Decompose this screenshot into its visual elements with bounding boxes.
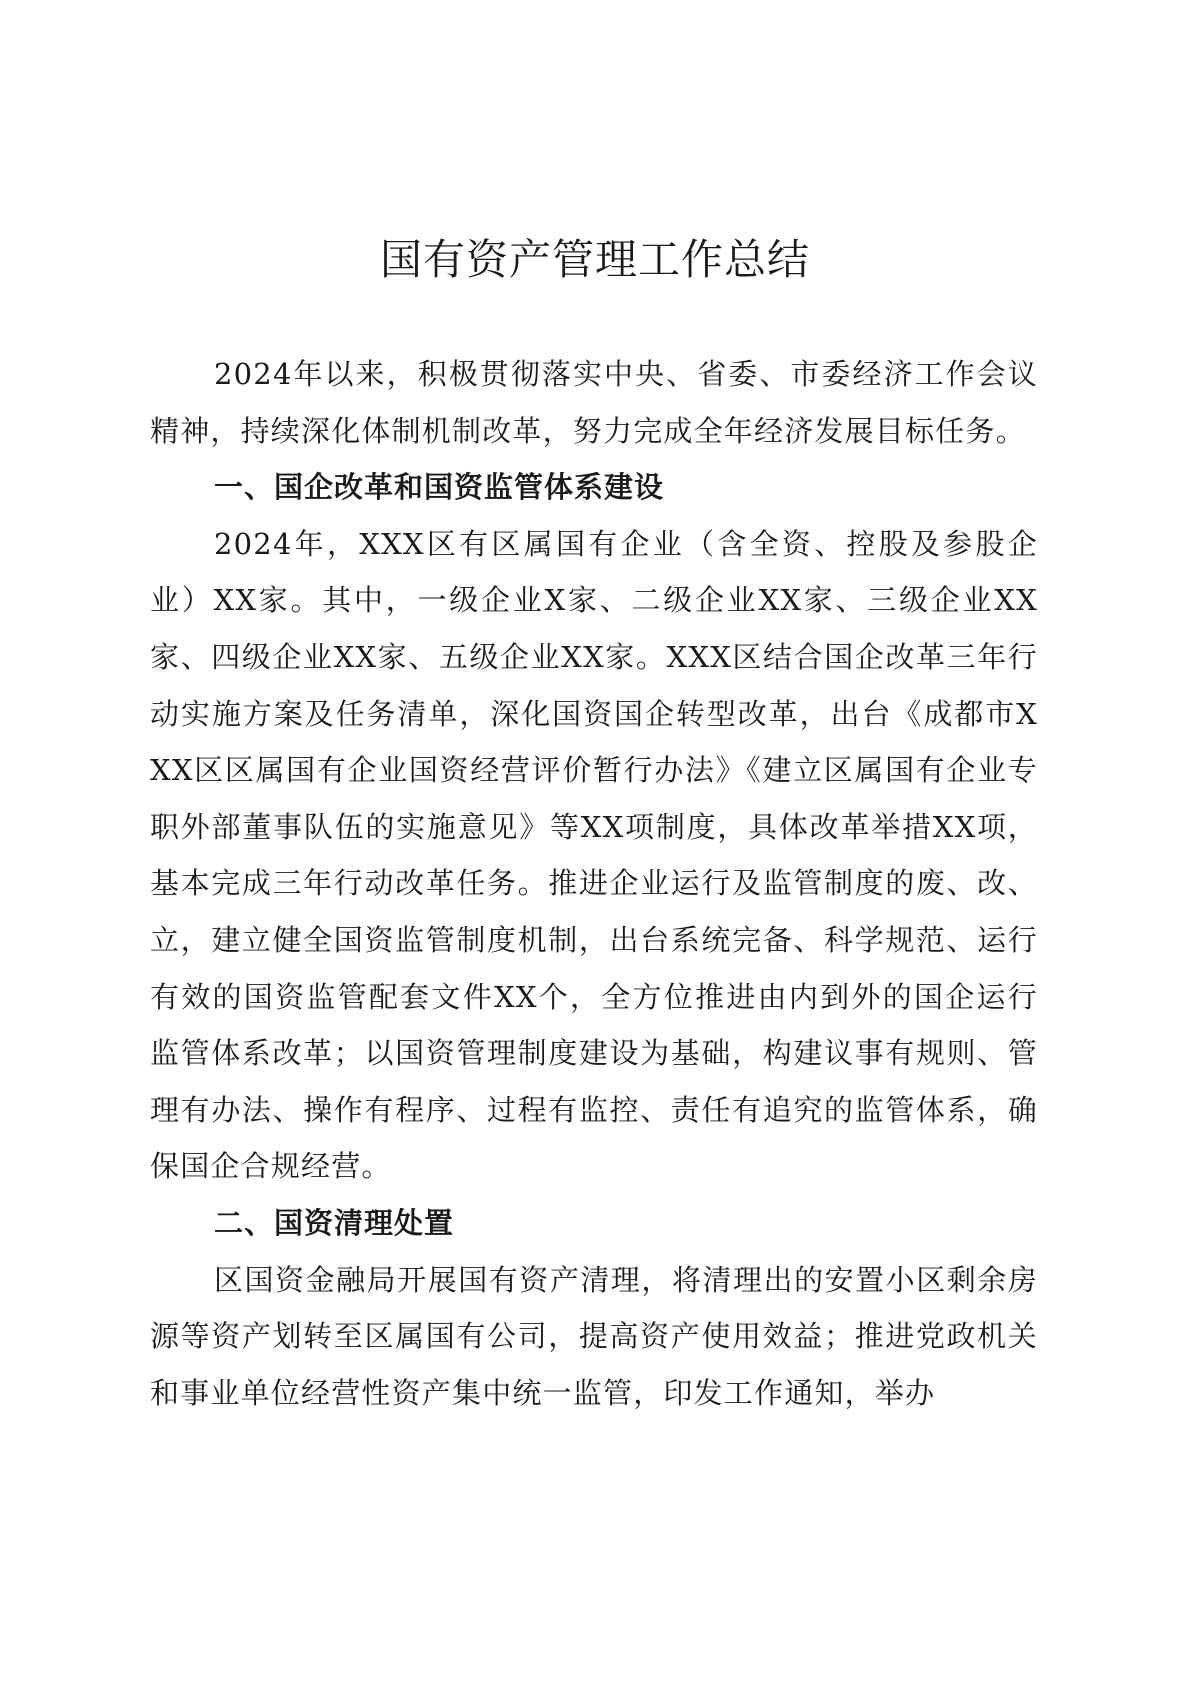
document-body [150, 346, 1038, 1421]
intro-paragraph: 2024年以来，积极贯彻落实中央、省委、市委经济工作会议精神，持续深化体制机制改革，努力完成全年经济发展目标任务。 [150, 357, 1038, 448]
document-title: 国有资产管理工作总结 [379, 235, 810, 284]
section-heading-2: 二、国资清理处置 [214, 1205, 455, 1240]
section-paragraph-1: 2024年，XXX区有区属国有企业（含全资、控股及参股企业）XX家。其中，一级企业X家、二级企业XX家、三级企业XX家、四级企业XX家、五级企业XX家。XXX区结合国企改革三年行动实施方案及任务清单，深化国资国企转型改革，出台《成都市XXX区区属国有企业国资经营评价暂行办法》《建立区属国有企业专职外部董事队伍的实施意见》等XX项制度，具体改革举措XX项，基本完成三年行动改革任务。推进企业运行及监管制度的废、改、立，建立健全国资监管制度机制，出台系统完备、科学规范、运行有效的国资监管配套文件XX个，全方位推进由内到外的国企运行监管体系改革；以国资管理制度建设为基础，构建议事有规则、管理有办法、操作有程序、过程有监控、责任有追究的监管体系，确保国企合规经营。 [150, 526, 1038, 1184]
section-paragraph-2: 区国资金融局开展国有资产清理，将清理出的安置小区剩余房源等资产划转至区属国有公司，提高资产使用效益；推进党政机关和事业单位经营性资产集中统一监管，印发工作通知，举办 [150, 1262, 1038, 1410]
section-heading-1: 一、国企改革和国资监管体系建设 [214, 470, 665, 505]
